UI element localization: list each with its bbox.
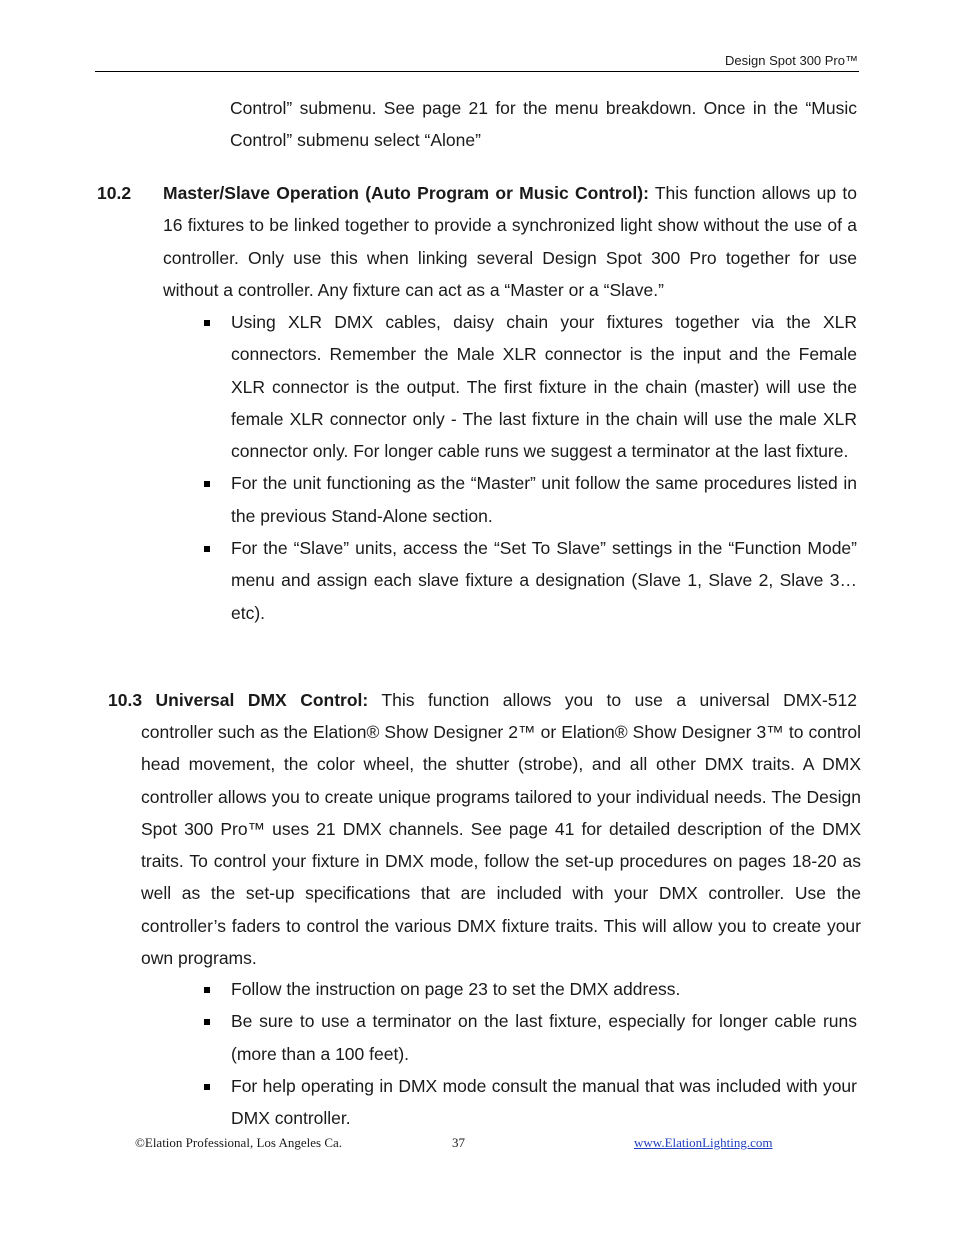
square-bullet-icon	[204, 1019, 210, 1025]
continuation-paragraph: Control” submenu. See page 21 for the menu breakdown. Once in the “Music Control” submenu select “Alone”	[230, 98, 857, 151]
section-paragraph	[163, 177, 857, 306]
list-item-text: Be sure to use a terminator on the last fixture, especially for longer cable runs (more than a 100 feet).	[231, 1011, 857, 1064]
list-item-text: For the “Slave” units, access the “Set To Slave” settings in the “Function Mode” menu and assign each slave fixture a designation (Slave 1, Slave 2, Slave 3…etc).	[231, 538, 857, 623]
bullet-list	[200, 306, 857, 629]
list-item	[200, 467, 857, 532]
bullet-list	[200, 973, 857, 1134]
list-item-text: Using XLR DMX cables, daisy chain your fixtures together via the XLR connectors. Remember the Male XLR connector is the input and the Female XLR connector is the output. The first fixture in the chain (master) will use the female XLR connector only - The last fixture in the chain will use the male XLR connector only. For longer cable runs we suggest a terminator at the last fixture.	[231, 312, 857, 462]
section-heading: 10.3 Universal DMX Control:	[108, 690, 369, 710]
square-bullet-icon	[204, 987, 210, 993]
list-item-text: Follow the instruction on page 23 to set the DMX address.	[231, 979, 681, 999]
square-bullet-icon	[204, 1084, 210, 1090]
list-item	[200, 306, 857, 467]
footer-copyright: ©Elation Professional, Los Angeles Ca.	[135, 1135, 343, 1150]
section-number: 10.2	[97, 183, 132, 203]
page-number: 37	[452, 1135, 465, 1150]
section-body: controller such as the Elation® Show Designer 2™ or Elation® Show Designer 3™ to control head movement, the color wheel, the shutter (strobe), and all other DMX traits. A DMX controller allows you to create unique programs tailored to your individual needs. The Design Spot 300 Pro™ uses 21 DMX channels. See page 41 for detailed description of the DMX traits. To control your fixture in DMX mode, follow the set-up procedures on pages 18-20 as well as the set-up specifications that are included with your DMX controller. Use the controller’s faders to control the various DMX fixture traits. This will allow you to create your own programs.	[141, 722, 861, 969]
square-bullet-icon	[204, 320, 210, 326]
list-item	[200, 532, 857, 629]
website-link[interactable]: www.ElationLighting.com	[634, 1135, 773, 1150]
list-item	[200, 1005, 857, 1070]
section-first-line	[108, 684, 857, 716]
list-item	[200, 973, 857, 1005]
square-bullet-icon	[204, 481, 210, 487]
list-item-text: For the unit functioning as the “Master” unit follow the same procedures listed in the previous Stand-Alone section.	[231, 473, 857, 526]
section-heading: Master/Slave Operation (Auto Program or Music Control):	[163, 183, 649, 203]
square-bullet-icon	[204, 546, 210, 552]
list-item-text: For help operating in DMX mode consult the manual that was included with your DMX controller.	[231, 1075, 857, 1129]
header-title: Design Spot 300 Pro™	[725, 53, 858, 68]
list-item	[200, 1070, 857, 1135]
section-body: This function allows up to 16 fixtures to be linked together to provide a synchronized light show without the use of a controller. Only use this when linking several Design Spot 300 Pro together for use without a controller. Any fixture can act as a “Master or a “Slave.”	[163, 183, 858, 300]
section-first-line-text: This function allows you to use a universal DMX-512	[368, 690, 857, 710]
header-divider	[95, 71, 859, 72]
